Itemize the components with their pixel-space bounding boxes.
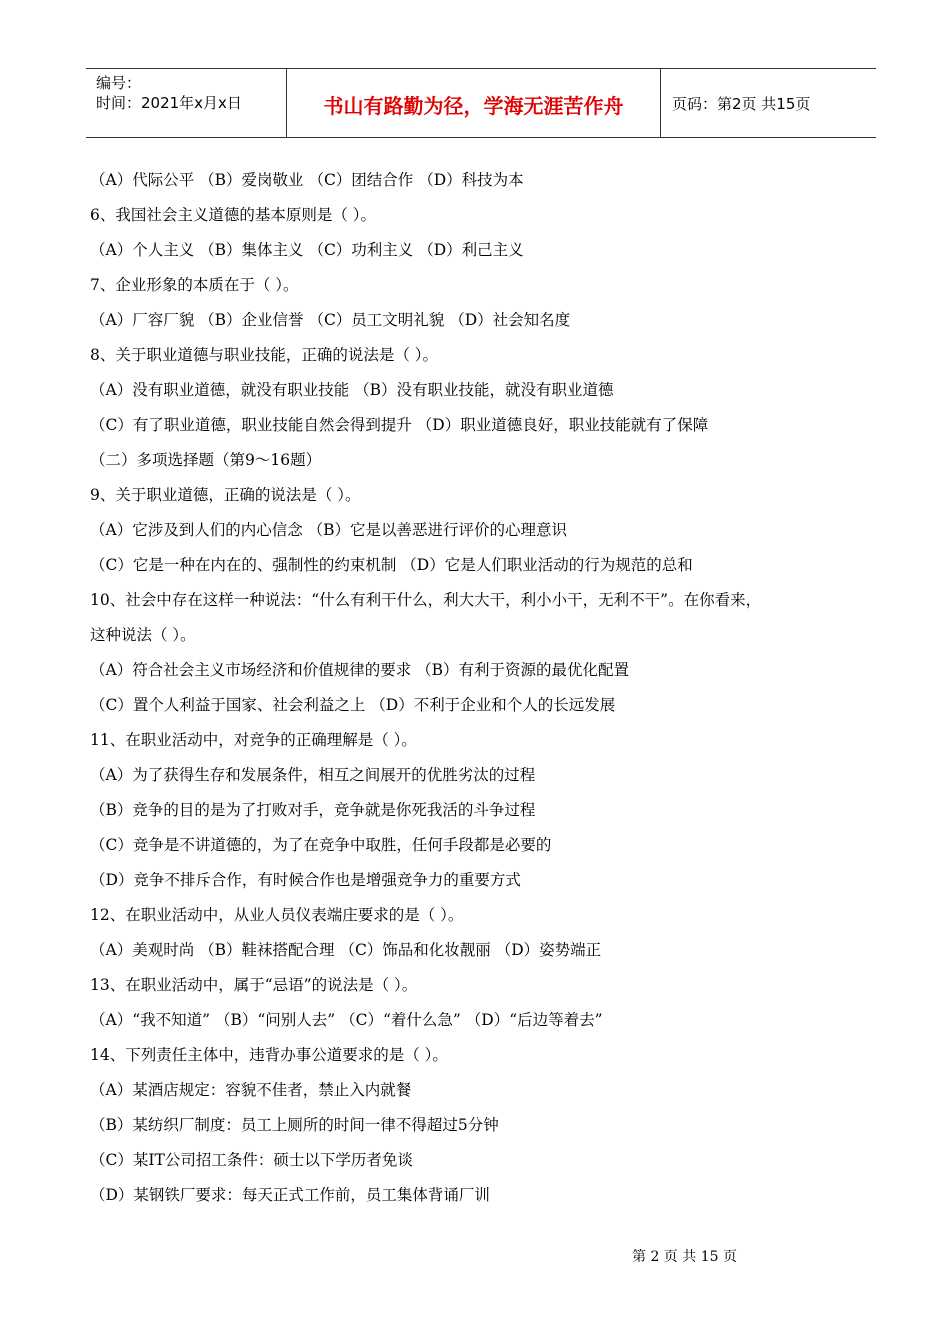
section-heading: （二）多项选择题（第9～16题） [90, 451, 322, 469]
options-line: （C）某IT公司招工条件：硕士以下学历者免谈 [90, 1151, 413, 1169]
options-line: （A）“我不知道” （B）“问别人去” （C）“着什么急” （D）“后边等着去” [90, 1011, 603, 1029]
header-page-cell [660, 69, 876, 137]
question-text: 11、在职业活动中，对竞争的正确理解是（ ）。 [90, 731, 417, 749]
question-text: 12、在职业活动中，从业人员仪表端庄要求的是（ ）。 [90, 906, 464, 924]
question-text: 9、关于职业道德，正确的说法是（ ）。 [90, 486, 361, 504]
header-motto: 书山有路勤为径，学海无涯苦作舟 [323, 94, 624, 118]
header-page-number: 页码：第2页 共15页 [672, 95, 811, 113]
text-line: （A）代际公平 （B）爱岗敬业 （C）团结合作 （D）科技为本 [90, 171, 524, 189]
document-time-label: 时间：2021年x月x日 [96, 94, 242, 112]
options-line: （A）为了获得生存和发展条件，相互之间展开的优胜劣汰的过程 [90, 766, 536, 784]
options-line: （C）竞争是不讲道德的，为了在竞争中取胜，任何手段都是必要的 [90, 836, 552, 854]
options-line: （A）美观时尚 （B）鞋袜搭配合理 （C）饰品和化妆靓丽 （D）姿势端正 [90, 941, 602, 959]
question-text: 13、在职业活动中，属于“忌语”的说法是（ ）。 [90, 976, 418, 994]
options-line: （A）符合社会主义市场经济和价值规律的要求 （B）有利于资源的最优化配置 [90, 661, 630, 679]
question-text: 14、下列责任主体中，违背办事公道要求的是（ ）。 [90, 1046, 448, 1064]
options-line: （D）某钢铁厂要求：每天正式工作前，员工集体背诵厂训 [90, 1186, 490, 1204]
options-line: （D）竞争不排斥合作，有时候合作也是增强竞争力的重要方式 [90, 871, 521, 889]
page-footer: 第 2 页 共 15 页 [632, 1249, 737, 1265]
options-line: （C）置个人利益于国家、社会利益之上 （D）不利于企业和个人的长远发展 [90, 696, 616, 714]
question-text: 6、我国社会主义道德的基本原则是（ ）。 [90, 206, 377, 224]
question-text-continued: 这种说法（ ）。 [90, 626, 196, 644]
options-line: （A）它涉及到人们的内心信念 （B）它是以善恶进行评价的心理意识 [90, 521, 568, 539]
options-line: （A）个人主义 （B）集体主义 （C）功利主义 （D）利己主义 [90, 241, 524, 259]
header-meta-cell [86, 69, 286, 137]
options-line: （B）某纺织厂制度：员工上厕所的时间一律不得超过5分钟 [90, 1116, 499, 1134]
document-number-label: 编号： [96, 74, 142, 92]
question-text: 10、社会中存在这样一种说法：“什么有利干什么，利大大干，利小小干，无利不干”。在你看来， [90, 591, 762, 609]
question-text: 8、关于职业道德与职业技能，正确的说法是（ ）。 [90, 346, 439, 364]
question-content [90, 166, 830, 1216]
options-line: （A）没有职业道德，就没有职业技能 （B）没有职业技能，就没有职业道德 [90, 381, 614, 399]
options-line: （C）它是一种在内在的、强制性的约束机制 （D）它是人们职业活动的行为规范的总和 [90, 556, 693, 574]
options-line: （C）有了职业道德，职业技能自然会得到提升 （D）职业道德良好，职业技能就有了保障 [90, 416, 709, 434]
page-header [86, 68, 876, 138]
options-line: （A）厂容厂貌 （B）企业信誉 （C）员工文明礼貌 （D）社会知名度 [90, 311, 571, 329]
options-line: （A）某酒店规定：容貌不佳者，禁止入内就餐 [90, 1081, 412, 1099]
header-motto-cell [286, 69, 661, 137]
options-line: （B）竞争的目的是为了打败对手，竞争就是你死我活的斗争过程 [90, 801, 536, 819]
question-text: 7、企业形象的本质在于（ ）。 [90, 276, 299, 294]
